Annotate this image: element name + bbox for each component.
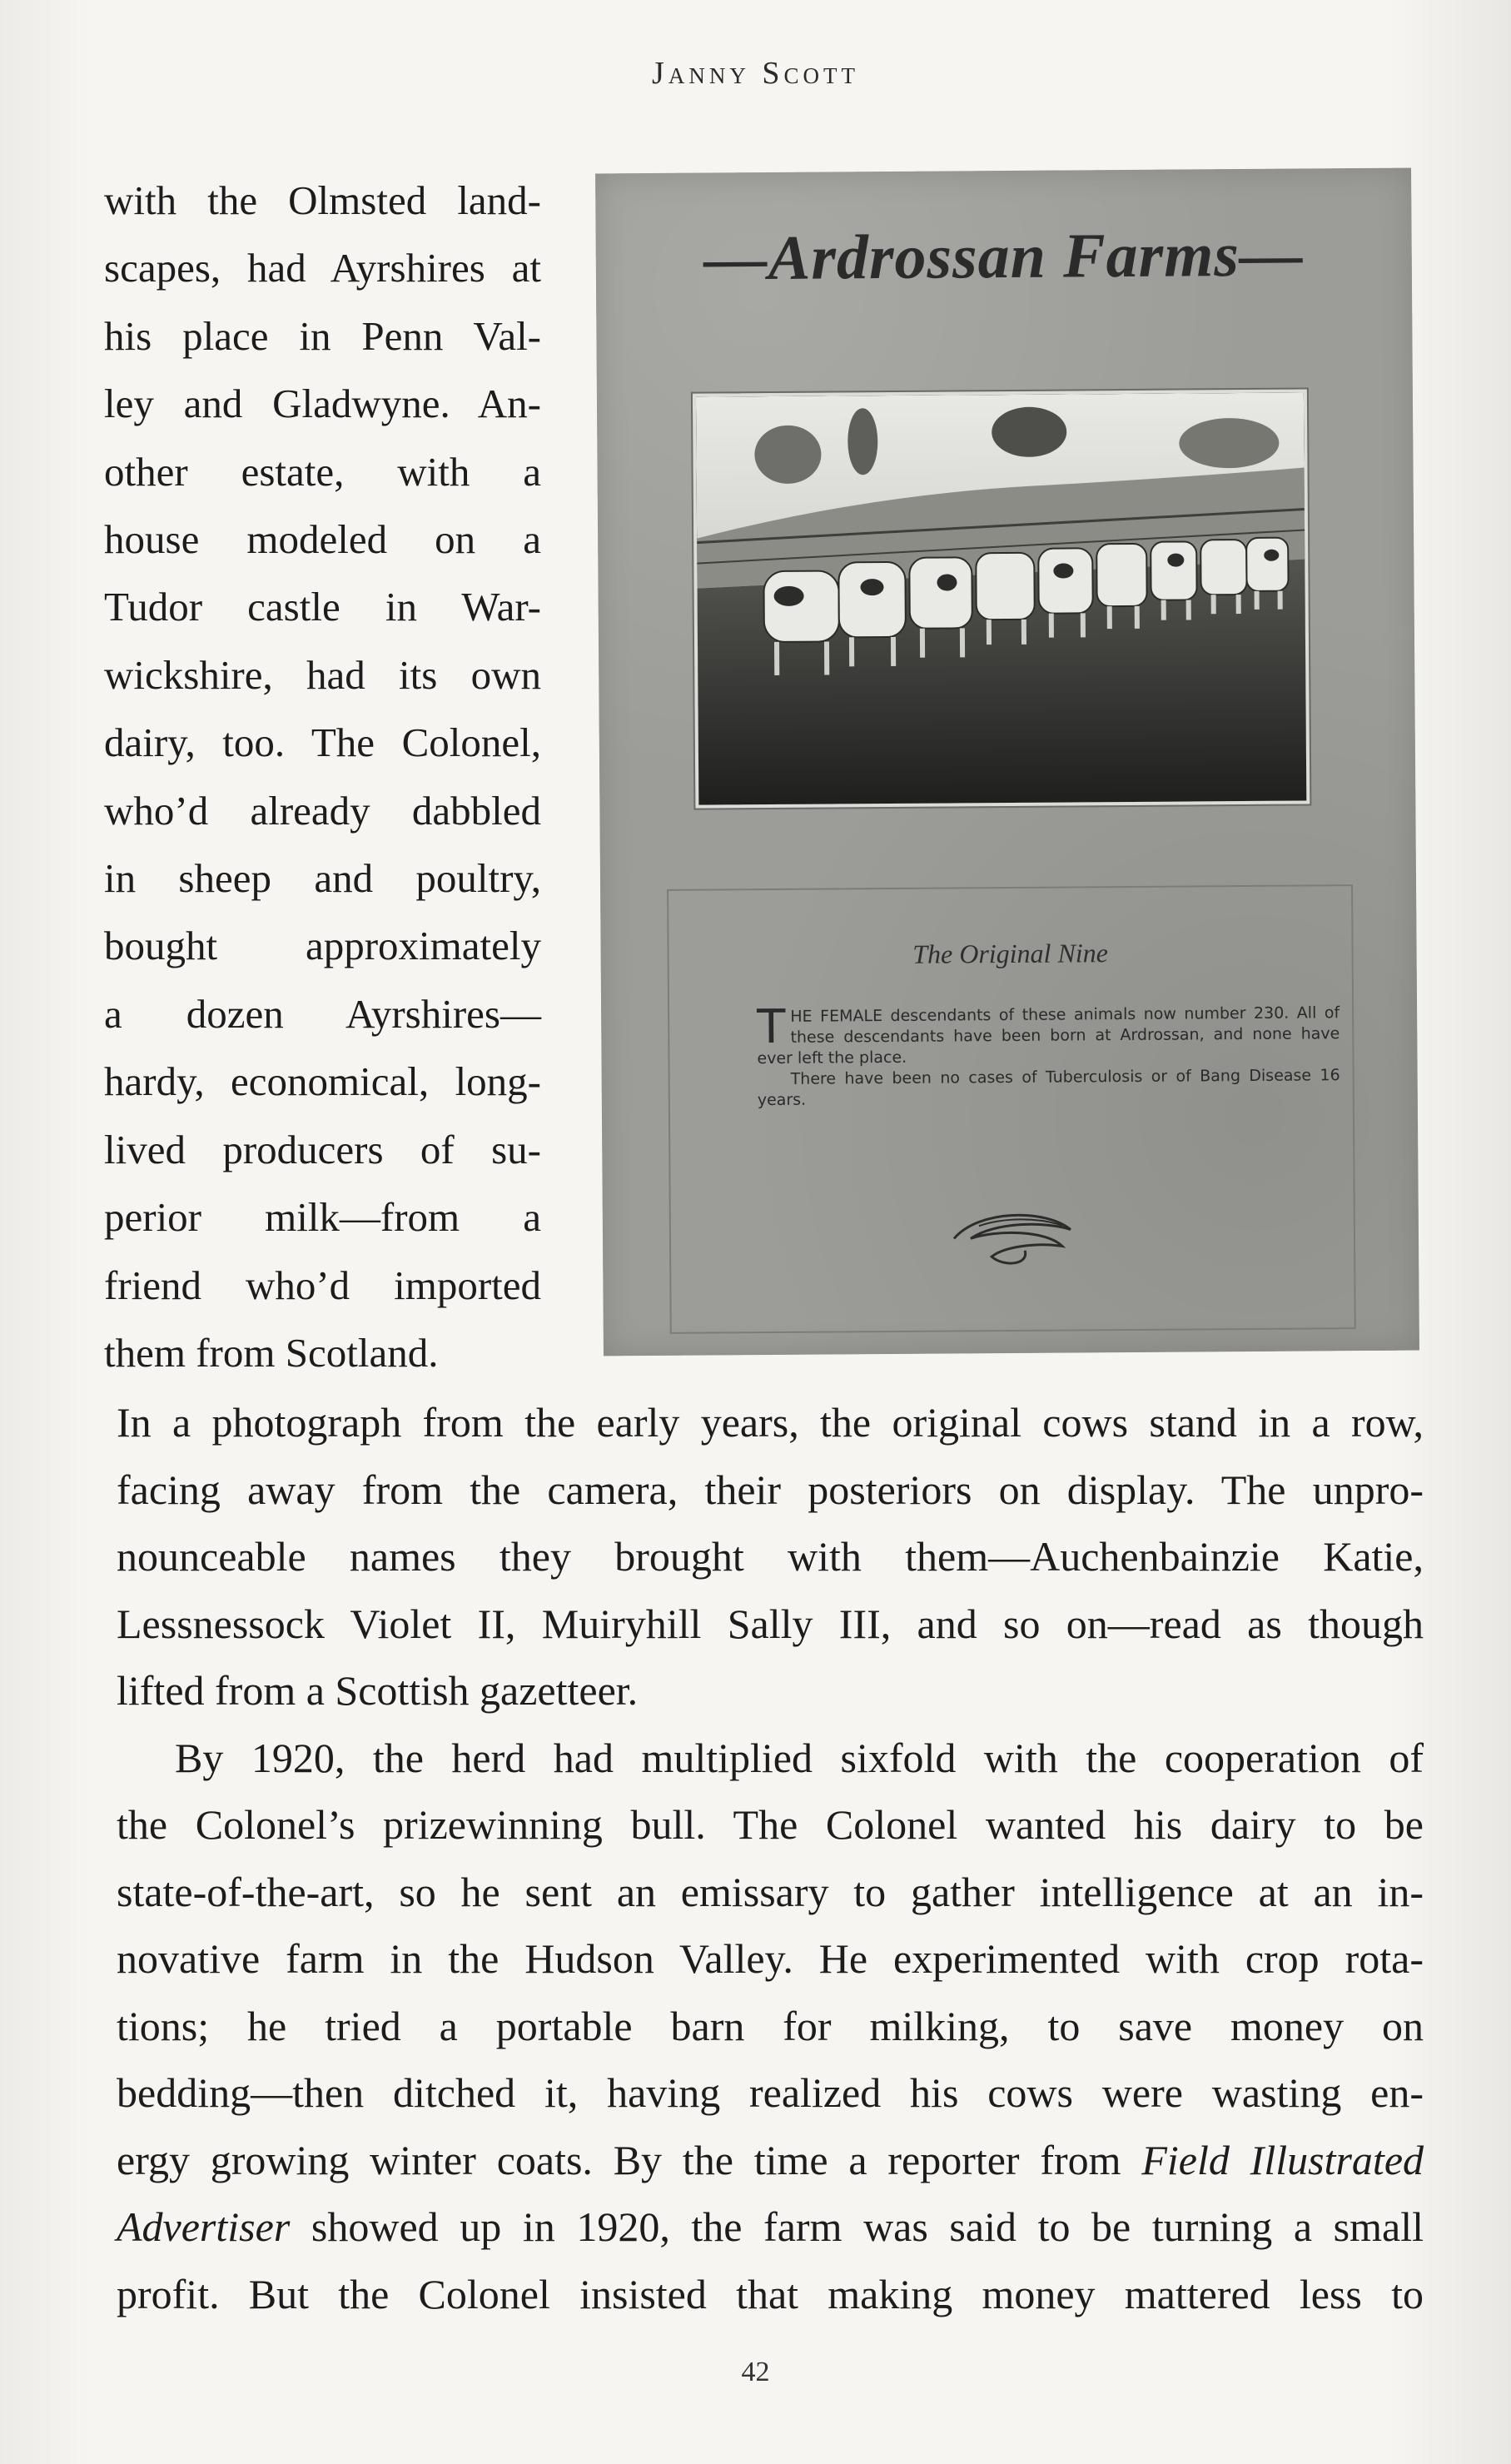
column-line: other estate, with a: [104, 448, 541, 495]
body-line: By 1920, the herd had multiplied sixfold with the cooperation of: [175, 1734, 1424, 1781]
column-line: friend who’d imported: [104, 1262, 541, 1308]
cows-photograph: [693, 389, 1310, 808]
cows-photo-image: [696, 393, 1306, 805]
body-line: [117, 2193, 1424, 2261]
column-line: lived producers of su-: [104, 1126, 541, 1172]
column-line: Tudor castle in War-: [104, 584, 541, 630]
body-line: facing away from the camera, their posteriors on display. The unpro-: [117, 1466, 1424, 1513]
wrapped-column-text: [104, 167, 541, 1386]
body-line: In a photograph from the early years, the original cows stand in a row,: [117, 1399, 1424, 1446]
body-line: the Colonel’s prizewinning bull. The Colonel wanted his dairy to be: [117, 1801, 1424, 1848]
column-line: bought approximately: [104, 923, 541, 969]
caption-paragraph-2: There have been no cases of Tuberculosis or of Bang Disease 16 years.: [757, 1066, 1340, 1110]
publication-title-part-2: Advertiser: [117, 2203, 291, 2250]
publication-title-part-1: Field Illustrated: [1141, 2136, 1424, 2183]
flourish-ornament: [946, 1204, 1080, 1272]
running-head: Janny Scott: [652, 56, 859, 91]
column-line: ley and Gladwyne. An-: [104, 381, 541, 427]
body-line: novative farm in the Hudson Valley. He experimented with crop rota-: [117, 1935, 1424, 1982]
column-line: a dozen Ayrshires—: [104, 990, 541, 1037]
body-line: state-of-the-art, so he sent an emissary to gather intelligence at an in-: [117, 1868, 1424, 1915]
column-line: them from Scotland.: [104, 1329, 439, 1376]
body-line: tions; he tried a portable barn for milking, to save money on: [117, 2002, 1424, 2049]
caption-heading: The Original Nine: [912, 938, 1109, 969]
caption-paragraph-1: HE FEMALE descendants of these animals now number 230. All of these descendants have been born at Ardrossan, and none have ever left the place.: [757, 1003, 1340, 1068]
caption-body: [756, 999, 1340, 1111]
drop-cap: T: [756, 999, 786, 1055]
body-line: Lessnessock Violet II, Muiryhill Sally III, and so on—read as though: [117, 1600, 1424, 1647]
body-line: [117, 2127, 1424, 2194]
body-line: nounceable names they brought with them—Auchenbainzie Katie,: [117, 1533, 1424, 1580]
column-line: hardy, economical, long-: [104, 1058, 541, 1105]
body-line: bedding—then ditched it, having realized his cows were wasting en-: [117, 2069, 1424, 2116]
column-line: perior milk—from a: [104, 1194, 541, 1241]
column-line: in sheep and poultry,: [104, 855, 541, 902]
column-line: dairy, too. The Colonel,: [104, 719, 541, 766]
column-line: scapes, had Ayrshires at: [104, 245, 541, 291]
body-line: profit. But the Colonel insisted that making money mattered less to: [117, 2270, 1424, 2317]
column-line: house modeled on a: [104, 516, 541, 563]
page-number: 42: [741, 2357, 770, 2387]
column-line: who’d already dabbled: [104, 787, 541, 834]
advertisement-title: —Ardrossan Farms—: [703, 219, 1305, 294]
body-text: [117, 1389, 1424, 2327]
body-line: lifted from a Scottish gazetteer.: [117, 1667, 639, 1714]
column-line: with the Olmsted land-: [104, 177, 541, 223]
body-line-text: showed up in 1920, the farm was said to be turning a small: [290, 2203, 1424, 2250]
column-line: wickshire, had its own: [104, 651, 541, 698]
ardrossan-farms-advertisement: [595, 168, 1419, 1356]
column-line: his place in Penn Val-: [104, 312, 541, 359]
caption-box: [667, 884, 1356, 1334]
body-line-text: ergy growing winter coats. By the time a reporter from: [117, 2136, 1121, 2183]
